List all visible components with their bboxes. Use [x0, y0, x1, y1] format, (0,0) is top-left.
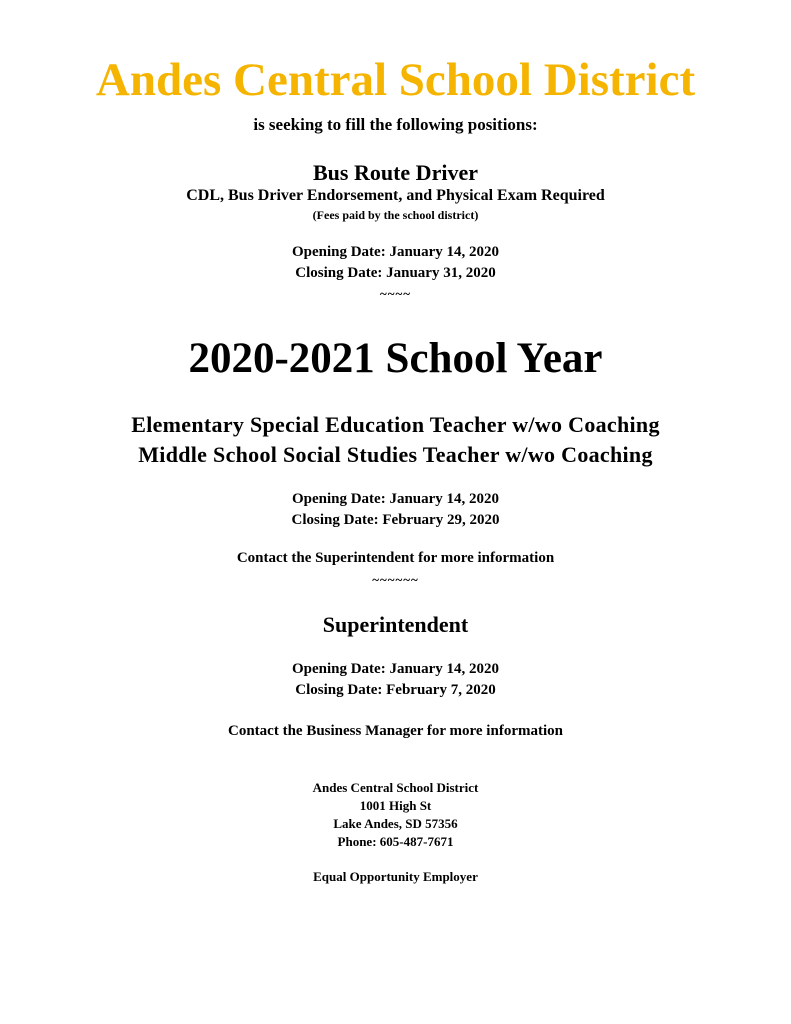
district-title: Andes Central School District [95, 54, 696, 106]
footer-district-name: Andes Central School District [312, 780, 479, 795]
intro-text: is seeking to fill the following positions: [253, 115, 538, 134]
superintendent-title: Superintendent [322, 612, 469, 637]
bus-driver-closing-date: Closing Date: January 31, 2020 [295, 265, 496, 281]
bus-driver-fees-note: (Fees paid by the school district) [312, 208, 479, 222]
bus-driver-opening-date: Opening Date: January 14, 2020 [291, 244, 500, 260]
teacher-closing-date: Closing Date: February 29, 2020 [291, 512, 500, 528]
footer-street: 1001 High St [359, 798, 432, 813]
section-divider: ~~~~~~ [372, 572, 419, 587]
footer-phone: Phone: 605-487-7671 [337, 834, 454, 849]
bus-driver-title: Bus Route Driver [313, 160, 478, 185]
position-middle-social-studies: Middle School Social Studies Teacher w/wo Coaching [138, 442, 653, 467]
superintendent-closing-date: Closing Date: February 7, 2020 [295, 682, 496, 698]
footer-eoe: Equal Opportunity Employer [313, 869, 478, 884]
section-divider: ~~~~ [379, 286, 412, 301]
position-elementary-sped: Elementary Special Education Teacher w/wo Coaching [131, 412, 660, 437]
superintendent-contact-note: Contact the Business Manager for more information [228, 723, 563, 739]
school-year-heading: 2020-2021 School Year [188, 335, 603, 382]
footer-city: Lake Andes, SD 57356 [333, 816, 458, 831]
superintendent-opening-date: Opening Date: January 14, 2020 [291, 661, 500, 677]
bus-driver-requirements: CDL, Bus Driver Endorsement, and Physical Exam Required [186, 187, 605, 204]
teacher-opening-date: Opening Date: January 14, 2020 [291, 491, 500, 507]
teacher-contact-note: Contact the Superintendent for more information [236, 550, 555, 566]
